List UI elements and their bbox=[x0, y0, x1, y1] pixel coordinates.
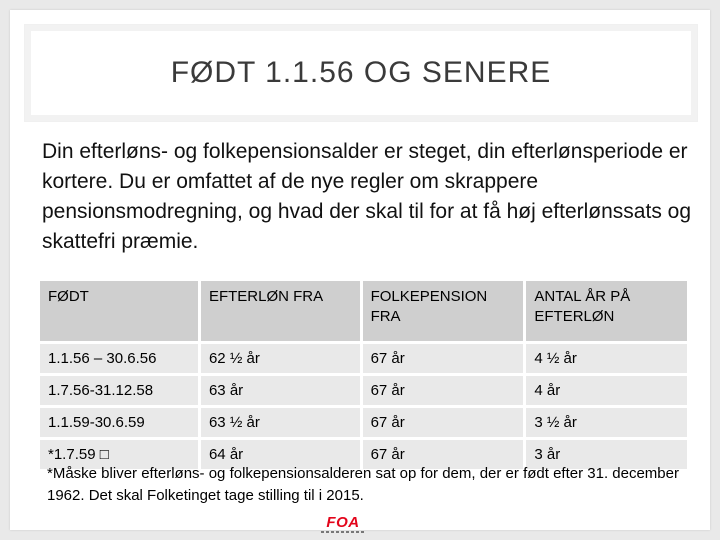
table-cell: 1.1.59-30.6.59 bbox=[40, 407, 199, 439]
title-box bbox=[24, 24, 698, 122]
table-cell: 67 år bbox=[361, 439, 525, 471]
table-cell: 63 år bbox=[199, 375, 361, 407]
header-born: FØDT bbox=[40, 281, 199, 343]
table-cell: 3 ½ år bbox=[525, 407, 689, 439]
table-row bbox=[40, 407, 689, 439]
header-pension-from: FOLKEPENSION FRA bbox=[361, 281, 525, 343]
table-cell: 4 år bbox=[525, 375, 689, 407]
table-cell: 67 år bbox=[361, 375, 525, 407]
table-row bbox=[40, 343, 689, 375]
header-years-on-early-retirement: ANTAL ÅR PÅ EFTERLØN bbox=[525, 281, 689, 343]
table-cell: 67 år bbox=[361, 407, 525, 439]
table-row bbox=[40, 375, 689, 407]
logo-tagline-mark bbox=[321, 531, 365, 533]
table-cell: 64 år bbox=[199, 439, 361, 471]
table-cell: 1.1.56 – 30.6.56 bbox=[40, 343, 199, 375]
table-cell: 1.7.56-31.12.58 bbox=[40, 375, 199, 407]
table-cell: 4 ½ år bbox=[525, 343, 689, 375]
table-cell: 62 ½ år bbox=[199, 343, 361, 375]
slide-title: FØDT 1.1.56 OG SENERE bbox=[170, 56, 552, 89]
body-text: Din efterløns- og folkepensionsalder er steget, din efterlønsperiode er kortere. Du er omfattet af de nye regler om skrappere pensionsmodregning, og hvad der skal til for at få høj efterlønssats og skattefri præmie. bbox=[42, 140, 692, 253]
foa-logo bbox=[318, 516, 368, 532]
slide bbox=[10, 10, 710, 530]
logo-text: FOA bbox=[326, 514, 360, 531]
retirement-table bbox=[40, 281, 690, 472]
footnote: *Måske bliver efterløns- og folkepensionsalderen sat op for dem, der er født efter 31. december 1962. Det skal Folketinget tage stilling til i 2015. bbox=[47, 465, 679, 504]
table-cell: 63 ½ år bbox=[199, 407, 361, 439]
table-cell: 3 år bbox=[525, 439, 689, 471]
table-cell: *1.7.59 □ bbox=[40, 439, 199, 471]
header-early-retirement-from: EFTERLØN FRA bbox=[199, 281, 361, 343]
table-header-row bbox=[40, 281, 689, 343]
table-cell: 67 år bbox=[361, 343, 525, 375]
